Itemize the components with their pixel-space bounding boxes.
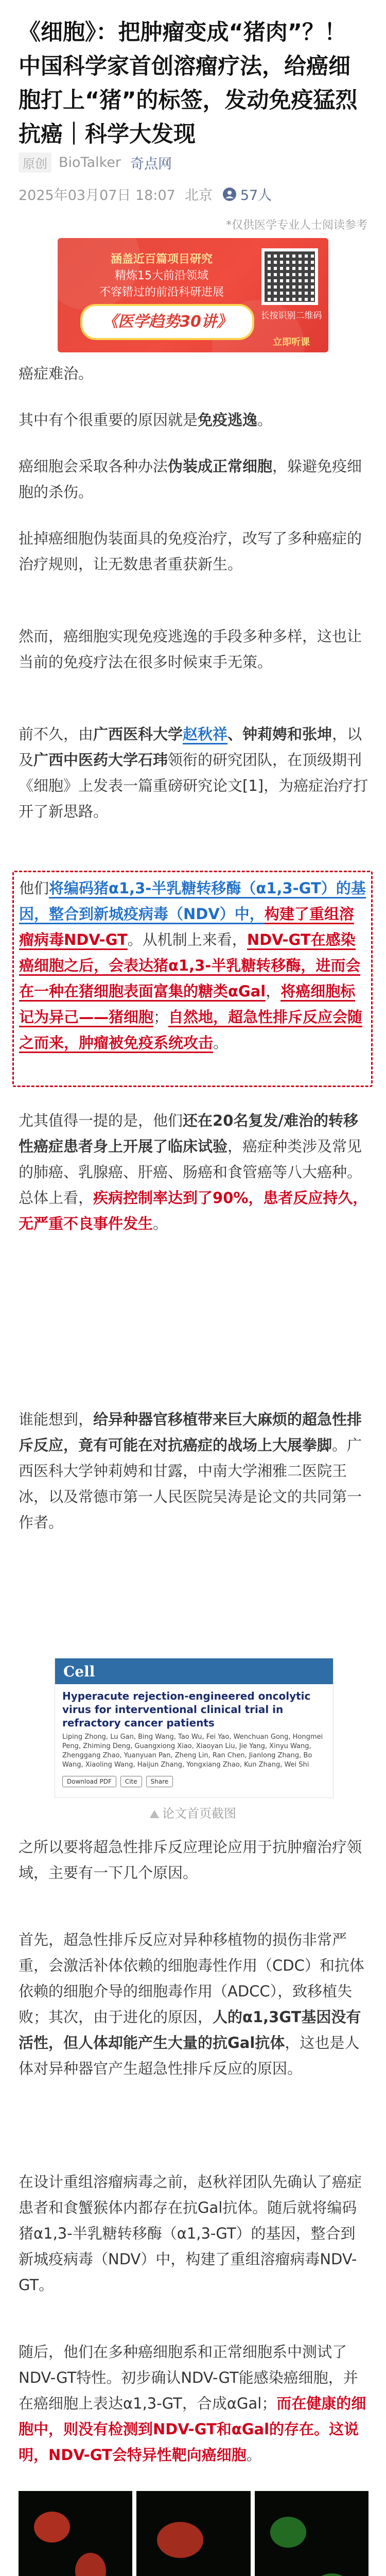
banner-line3: 不容错过的前沿科研进展 [99, 286, 224, 299]
likes-text: 57人 [240, 188, 272, 204]
paragraph-10: 之所以要将超急性排斥反应理论应用于抗肿瘤治疗领域，主要有一下几个原因。 [19, 1838, 362, 1882]
listen-icon [222, 187, 237, 202]
microscopy-panel-1 [19, 2491, 132, 2576]
microscopy-figure [19, 2491, 369, 2576]
paragraph-11: 首先，超急性排斥反应对异种移植物的损伤非常严重，会激活补体依赖的细胞毒性作用（CDC）和抗体依赖的细胞介导的细胞毒作用（ADCC），致移植失败；其次，由于进化的原因，人的α1,3GT基因没有活性，但人体却能产生大量的抗Gal抗体，这也是人体对异种器官产生超急性排斥反应的原因。 [19, 1931, 364, 2077]
paper-title: Hyperacute rejection-engineered oncolytic virus for interventional clinical trial in refractory cancer patients [62, 1690, 311, 1729]
caption-triangle-icon [150, 1810, 159, 1818]
paper-screenshot-figure [55, 1658, 334, 1798]
author-link-zhao[interactable]: 赵秋祥 [183, 725, 227, 744]
qr-code-icon [261, 248, 318, 305]
banner-cta: 立即听课 [273, 337, 310, 348]
paragraph-6: 前不久，由广西医科大学赵秋祥、钟莉娉和张坤，以及广西中医药大学石玮领衔的研究团队，在顶级期刊《细胞》上发表一篇重磅研究论文[1]，为癌症治疗打开了新思路。 [19, 725, 369, 820]
banner-line1: 涵盖近百篇项目研究 [110, 253, 213, 266]
download-pdf-button[interactable]: Download PDF [62, 1776, 116, 1787]
microscopy-panel-2 [136, 2491, 250, 2576]
likes-count[interactable] [222, 184, 272, 204]
account-link[interactable]: 奇点网 [130, 156, 172, 172]
paragraph-7-boxed: 他们将编码猪α1,3-半乳糖转移酶（α1,3-GT）的基因，整合到新城疫病毒（NDV）中，构建了重组溶瘤病毒NDV-GT。从机制上来看，NDV-GT在感染癌细胞之后，会表达猪α1,3-半乳糖转移酶，进而会在一种在猪细胞表面富集的糖类αGal，将癌细胞标记为异己——猪细胞；自然地，超急性排斥反应会随之而来，肿瘤被免疫系统攻击。 [19, 875, 366, 1056]
article-meta-row [19, 152, 172, 173]
publish-date: 2025年03月07日 18:07 [19, 188, 176, 204]
paragraph-2: 其中有个很重要的原因就是免疫逃逸。 [19, 411, 273, 429]
banner-line2: 精炼15大前沿领域 [115, 269, 208, 282]
audience-note: *仅供医学专业人士阅读参考 [225, 219, 367, 232]
microscopy-panel-3 [255, 2491, 369, 2576]
cite-button[interactable]: Cite [120, 1776, 142, 1787]
share-button[interactable]: Share [146, 1776, 173, 1787]
paragraph-12: 在设计重组溶瘤病毒之前，赵秋祥团队先确认了癌症患者和食蟹猴体内都存在抗Gal抗体。随后就将编码猪α1,3-半乳糖转移酶（α1,3-GT）的基因，整合到新城疫病毒（NDV）中，构建了重组溶瘤病毒NDV-GT。 [19, 2173, 362, 2294]
paragraph-3: 癌细胞会采取各种办法伪装成正常细胞，躲避免疫细胞的杀伤。 [19, 457, 362, 501]
figure1-caption: 论文首页截图 [0, 1803, 386, 1821]
author-name: BioTalker [59, 155, 121, 171]
journal-logo: Cell [63, 1663, 95, 1680]
paragraph-9: 谁能想到，给异种器官移植带来巨大麻烦的超急性排斥反应，竟有可能在对抗癌症的战场上大展拳脚。广西医科大学钟莉娉和甘露，中南大学湘雅二医院王冰，以及常德市第一人民医院吴涛是论文的共同第一作者。 [19, 1411, 362, 1531]
paper-authors: Liping Zhong, Lu Gan, Bing Wang, Tao Wu, Fei Yao, Wenchuan Gong, Hongmei Peng, Zhiming Deng, Guangxiong Xiao, Xiaoyan Liu, Jie Yang, Xinyu Wang, Zhenggang Zhao, Yuanyuan Pan, Zheng Lin, Ran Chen, Jianlong Zhang, Bo Wang, Xiaoling Wang, Haijun Zhang, Yongxiang Zhao, Kun Zhang, Wei Shi [62, 1733, 323, 1769]
article-date-row [19, 184, 272, 204]
paragraph-1: 癌症难治。 [19, 365, 94, 382]
article-title: 《细胞》：把肿瘤变成“猪肉”？！中国科学家首创溶瘤疗法，给癌细胞打上“猪”的标签，发动免疫猛烈抗癌｜科学大发现 [19, 20, 358, 147]
banner-course-badge: 《医学趋势30讲》 [80, 304, 254, 340]
original-tag: 原创 [19, 152, 51, 173]
course-banner[interactable] [58, 238, 328, 352]
highlight-box [12, 871, 373, 1087]
paragraph-4: 扯掉癌细胞伪装面具的免疫治疗，改写了多种癌症的治疗规则，让无数患者重获新生。 [19, 530, 362, 573]
paragraph-13: 随后，他们在多种癌细胞系和正常细胞系中测试了NDV-GT特性。初步确认NDV-GT能感染癌细胞，并在癌细胞上表达α1,3-GT，合成αGal；而在健康的细胞中，则没有检测到NDV-GT和αGal的存在。这说明，NDV-GT会特异性靶向癌细胞。 [19, 2343, 366, 2464]
publish-location: 北京 [184, 188, 213, 204]
paragraph-8: 尤其值得一提的是，他们还在20名复发/难治的转移性癌症患者身上开展了临床试验，癌症种类涉及常见的肺癌、乳腺癌、肝癌、肠癌和食管癌等八大癌种。总体上看，疾病控制率达到了90%，患者反应持久，无严重不良事件发生。 [19, 1112, 368, 1232]
banner-qr-hint: 长按识别二维码 [260, 311, 322, 321]
paragraph-5: 然而，癌细胞实现免疫逃逸的手段多种多样，这也让当前的免疫疗法在很多时候束手无策。 [19, 628, 362, 671]
